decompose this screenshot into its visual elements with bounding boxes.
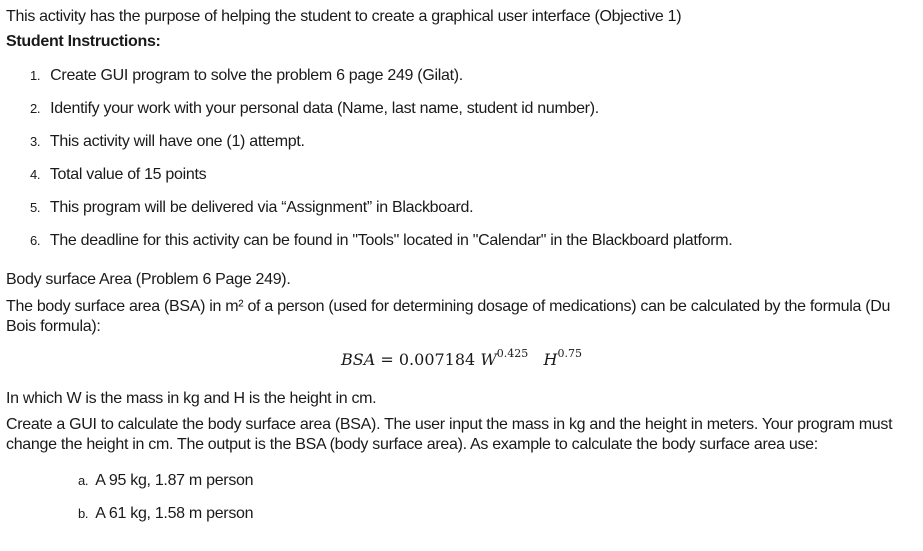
instruction-number: 3.	[30, 134, 41, 149]
instruction-text: The deadline for this activity can be found in "Tools" located in "Calendar" in the Blackboard platform.	[49, 232, 733, 249]
formula-coefficient: = 0.007184	[375, 350, 481, 369]
task-line-2: change the height in cm. The output is the BSA (body surface area). As example to calculate the body surface area use:	[6, 436, 818, 453]
instruction-text: This activity will have one (1) attempt.	[49, 133, 305, 150]
instruction-number: 2.	[30, 101, 41, 116]
example-letter: a.	[78, 473, 89, 488]
example-item	[78, 504, 253, 524]
purpose-text: This activity has the purpose of helping the student to create a graphical user interface (Objective 1)	[6, 8, 682, 25]
instruction-item	[30, 231, 732, 251]
example-item	[78, 471, 253, 491]
instruction-item	[30, 66, 463, 86]
bsa-formula	[0, 346, 923, 370]
formula-lhs: BSA	[341, 350, 376, 369]
instruction-text: Create GUI program to solve the problem 6 page 249 (Gilat).	[50, 67, 463, 84]
formula-h: H	[543, 350, 558, 369]
instruction-item	[30, 198, 473, 218]
formula-explanation: In which W is the mass in kg and H is the height in cm.	[6, 390, 377, 407]
instruction-number: 5.	[30, 200, 41, 215]
instruction-number: 4.	[30, 167, 41, 182]
instruction-number: 6.	[30, 233, 41, 248]
task-line-1: Create a GUI to calculate the body surface area (BSA). The user input the mass in kg and the height in meters. Your program must	[6, 416, 893, 433]
example-text: A 61 kg, 1.58 m person	[95, 505, 254, 522]
instruction-number: 1.	[30, 68, 41, 83]
example-letter: b.	[78, 506, 89, 521]
problem-description-line-1: The body surface area (BSA) in m² of a person (used for determining dosage of medications) can be calculated by the formula (Du	[6, 298, 891, 315]
instruction-text: Total value of 15 points	[49, 166, 207, 183]
instructions-heading: Student Instructions:	[6, 33, 161, 50]
instruction-item	[30, 165, 206, 185]
instruction-item	[30, 132, 305, 152]
instruction-item	[30, 99, 599, 119]
instruction-text: Identify your work with your personal data (Name, last name, student id number).	[50, 100, 599, 117]
formula-w-exponent: 0.425	[496, 346, 529, 360]
formula-w: W	[480, 350, 497, 369]
formula-h-exponent: 0.75	[557, 346, 582, 360]
example-text: A 95 kg, 1.87 m person	[95, 472, 254, 489]
problem-description-line-2: Bois formula):	[6, 318, 101, 335]
instruction-text: This program will be delivered via “Assignment” in Blackboard.	[49, 199, 474, 216]
problem-title: Body surface Area (Problem 6 Page 249).	[6, 271, 291, 288]
